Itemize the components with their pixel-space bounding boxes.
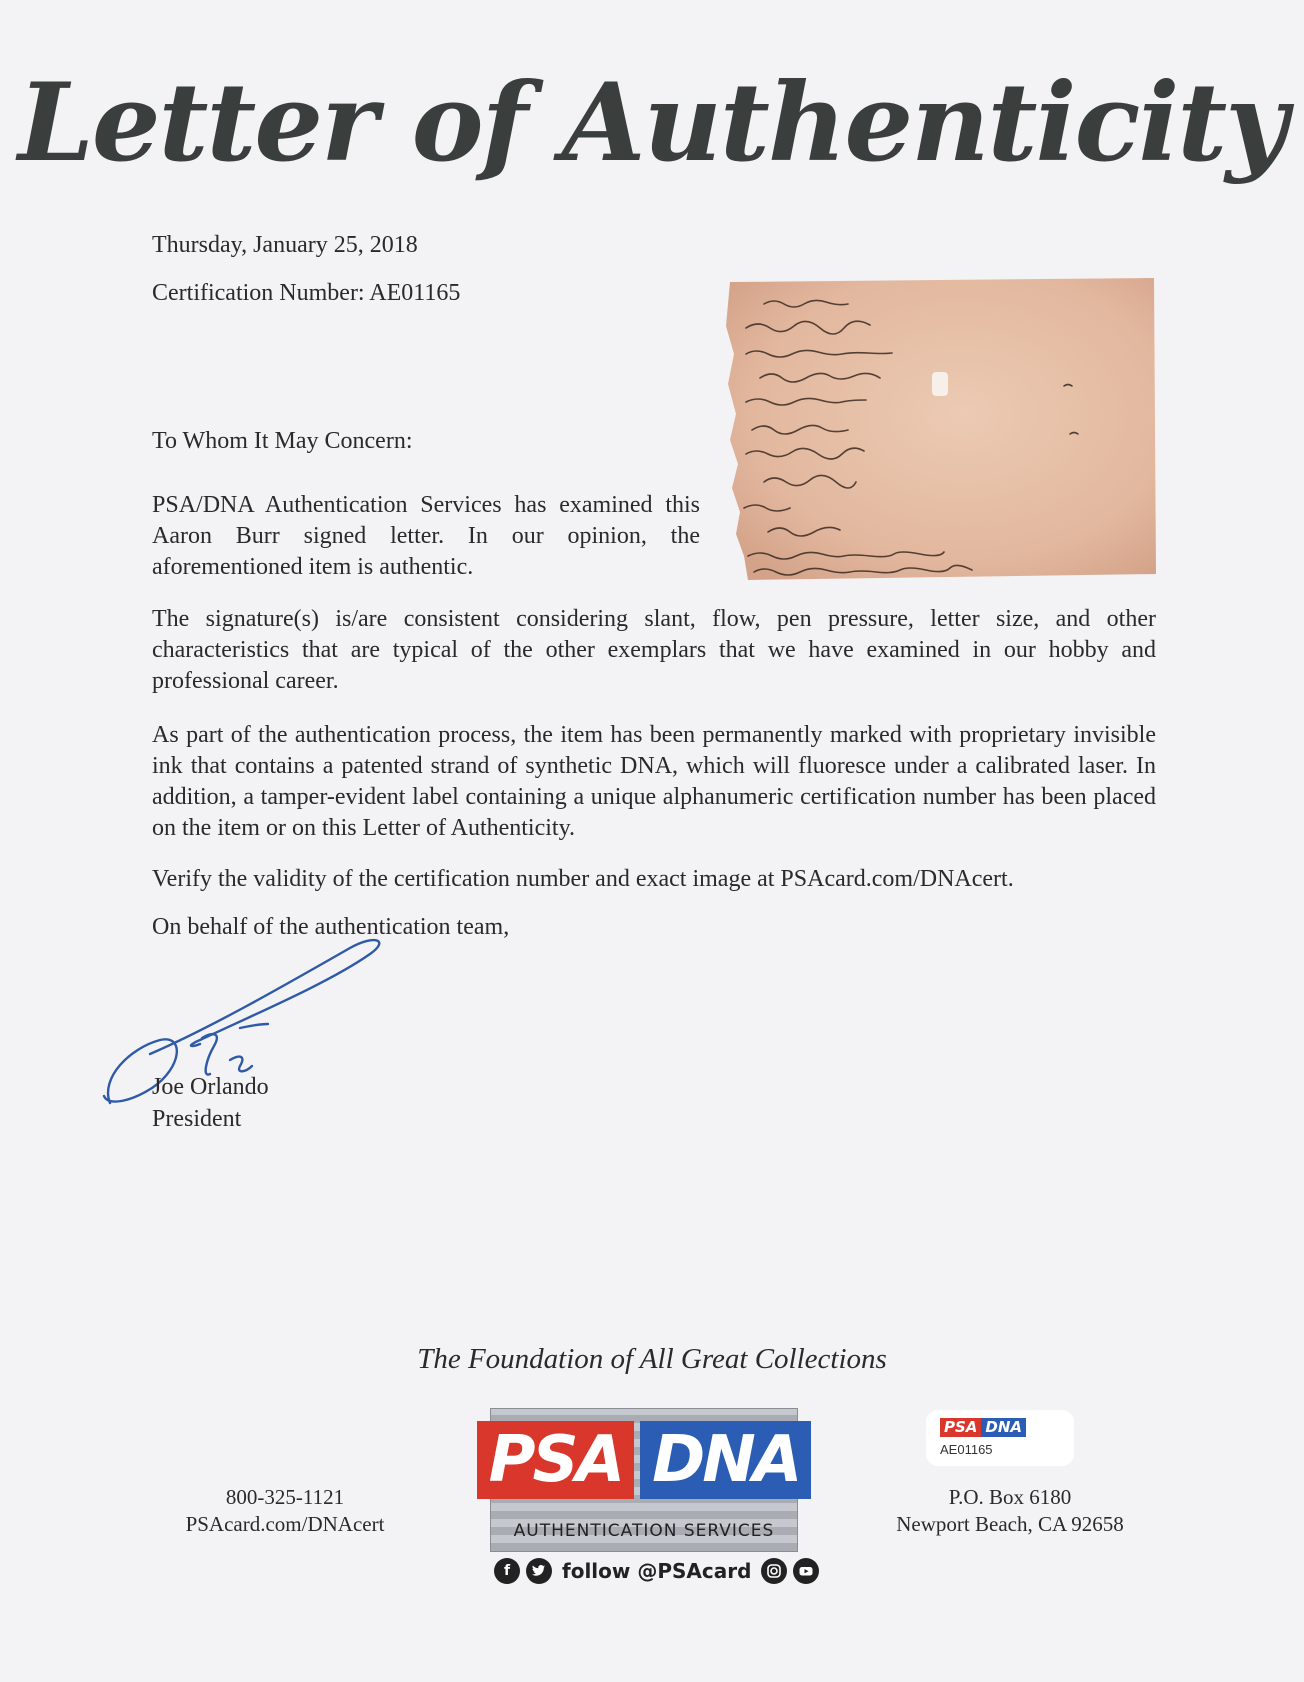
- youtube-icon[interactable]: [793, 1558, 819, 1584]
- address-line-1: P.O. Box 6180: [948, 1485, 1072, 1509]
- address-line-2: Newport Beach, CA 92658: [896, 1512, 1124, 1536]
- facebook-icon[interactable]: f: [494, 1558, 520, 1584]
- verify-line: Verify the validity of the certification number and exact image at PSAcard.com/DNAcert.: [152, 866, 1014, 892]
- logo-subtitle: AUTHENTICATION SERVICES: [513, 1521, 775, 1541]
- page-title: [0, 20, 1304, 210]
- certification-number: Certification Number: AE01165: [152, 280, 461, 306]
- follow-handle[interactable]: follow @PSAcard: [562, 1559, 752, 1583]
- social-follow-bar: [494, 1554, 819, 1588]
- contact-info-right: [880, 1484, 1140, 1538]
- signer-name: Joe Orlando: [152, 1074, 269, 1100]
- sticker-psa-text: PSA: [940, 1418, 981, 1437]
- sticker-cert-number: AE01165: [940, 1442, 993, 1457]
- contact-info-left: [170, 1484, 400, 1538]
- footer-tagline: The Foundation of All Great Collections: [417, 1343, 887, 1375]
- closing-line: On behalf of the authentication team,: [152, 914, 510, 940]
- logo-dna-text: DNA: [640, 1421, 811, 1499]
- paragraph-examined: PSA/DNA Authentication Services has examined this Aaron Burr signed letter. In our opinion, the aforementioned item is authentic.: [152, 492, 700, 580]
- title-script: [0, 20, 1304, 210]
- paragraph-process: As part of the authentication process, the item has been permanently marked with proprietary invisible ink that contains a patented strand of synthetic DNA, which will fluoresce under a calibrated laser. In addition, a tamper-evident label containing a unique alphanumeric certification number has been placed on the item or on this Letter of Authenticity.: [152, 722, 1156, 841]
- letter-date: Thursday, January 25, 2018: [152, 232, 418, 258]
- instagram-icon[interactable]: [761, 1558, 787, 1584]
- signer-title: President: [152, 1106, 242, 1132]
- hologram-sticker: [926, 1410, 1074, 1466]
- sticker-logo: [940, 1418, 1026, 1437]
- logo-psa-text: PSA: [477, 1421, 635, 1499]
- sticker-dna-text: DNA: [981, 1418, 1026, 1437]
- website-link[interactable]: PSAcard.com/DNAcert: [185, 1512, 385, 1536]
- greeting: To Whom It May Concern:: [152, 428, 413, 454]
- twitter-icon[interactable]: [526, 1558, 552, 1584]
- psa-dna-logo: [490, 1408, 798, 1552]
- phone-number: 800-325-1121: [225, 1485, 345, 1509]
- paragraph-consistency: The signature(s) is/are consistent considering slant, flow, pen pressure, letter size, and other characteristics that are typical of the other exemplars that we have examined in our hobby and professional career.: [152, 606, 1156, 694]
- item-photo: [724, 274, 1158, 582]
- title-text: Letter of Authenticity: [17, 60, 1287, 186]
